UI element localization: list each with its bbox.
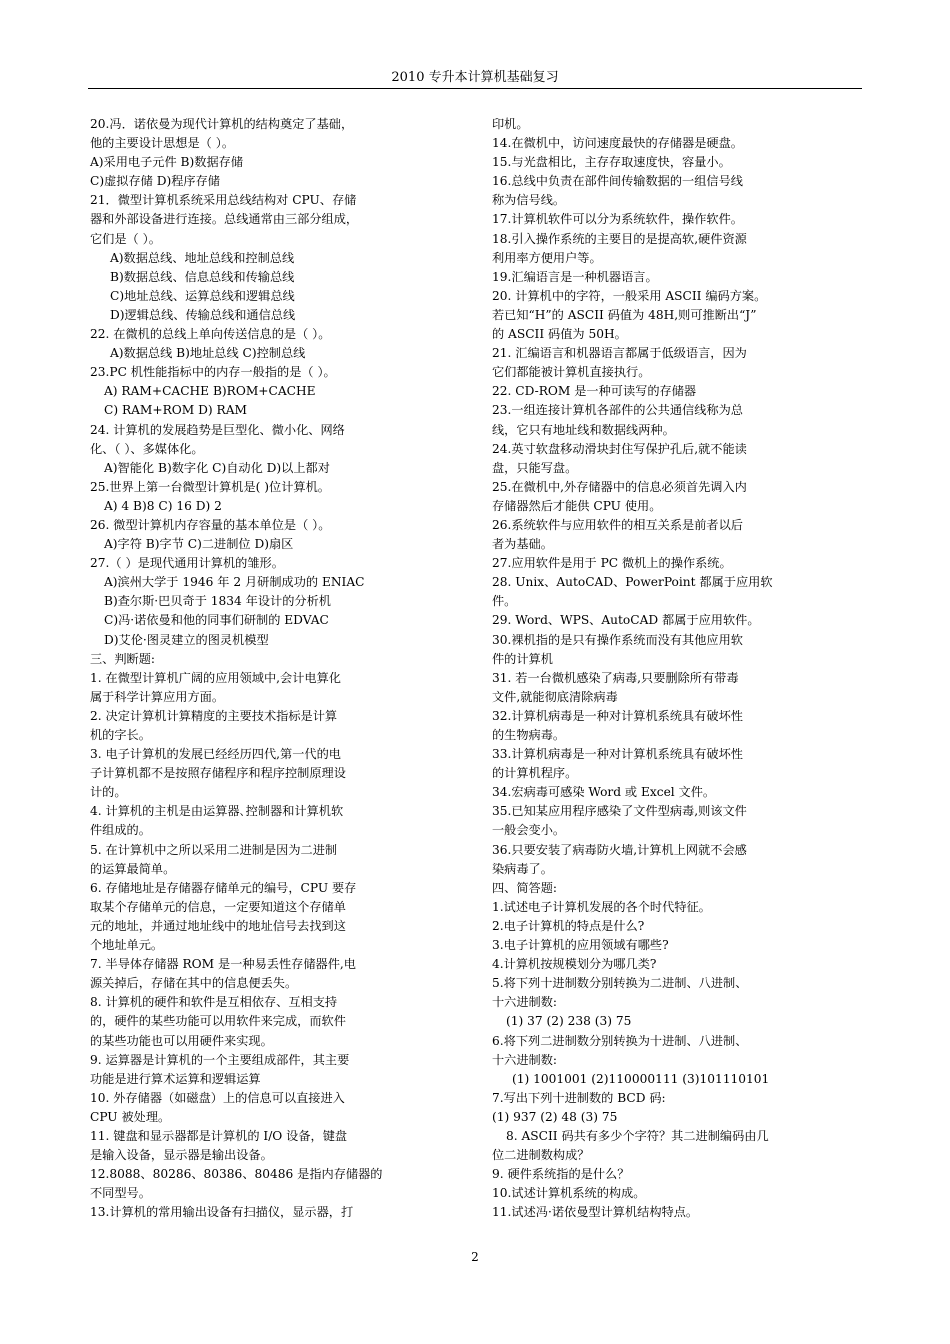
text-line: 的 ASCII 码值为 50H。	[492, 327, 627, 342]
text-line: 不同型号。	[90, 1186, 151, 1201]
text-line: 36.只要安装了病毒防火墙,计算机上网就不会感	[492, 842, 747, 857]
text-line: C)地址总线、运算总线和逻辑总线	[110, 288, 295, 303]
text-line: 4.计算机按规模划分为哪几类?	[492, 957, 657, 972]
text-line: 3. 电子计算机的发展已经经历四代,第一代的电	[90, 747, 341, 762]
text-line: 件的计算机	[492, 651, 553, 666]
text-line: D)逻辑总线、传输总线和通信总线	[110, 307, 296, 322]
text-line: 利用率方便用户等。	[492, 250, 602, 265]
text-line: 33.计算机病毒是一种对计算机系统具有破坏性	[492, 747, 743, 762]
text-line: 19.汇编语言是一种机器语言。	[492, 269, 658, 284]
text-line: 个地址单元。	[90, 938, 164, 953]
text-line: 他的主要设计思想是（ ）。	[90, 136, 235, 151]
text-line: 1.试述电子计算机发展的各个时代特征。	[492, 899, 711, 914]
text-line: 25.在微机中,外存储器中的信息必须首先调入内	[492, 479, 747, 494]
text-line: 染病毒了。	[492, 861, 553, 876]
text-line: 属于科学计算应用方面。	[90, 689, 225, 704]
text-line: 22. 在微机的总线上单向传送信息的是（ ）。	[90, 327, 331, 342]
text-line: 9. 运算器是计算机的一个主要组成部件，其主要	[90, 1052, 350, 1067]
text-line: 34.宏病毒可感染 Word 或 Excel 文件。	[492, 785, 716, 800]
text-line: 的，硬件的某些功能可以用软件来完成，而软件	[90, 1014, 346, 1029]
text-line: 31. 若一台微机感染了病毒,只要删除所有带毒	[492, 670, 739, 685]
text-line: 的计算机程序。	[492, 766, 578, 781]
text-line: 十六进制数:	[492, 1052, 558, 1067]
text-line: A) 4 B)8 C) 16 D) 2	[104, 498, 222, 513]
text-line: A)智能化 B)数字化 C)自动化 D)以上都对	[104, 460, 330, 475]
text-line: 16.总线中负责在部件间传输数据的一组信号线	[492, 174, 743, 189]
text-line: 源关掉后，存储在其中的信息便丢失。	[90, 976, 298, 991]
text-line: 三、判断题:	[90, 651, 156, 666]
text-line: 者为基础。	[492, 537, 553, 552]
text-line: 位二进制数构成？	[492, 1148, 590, 1163]
text-line: 29. Word、WPS、AutoCAD 都属于应用软件。	[492, 613, 760, 628]
text-line: 1. 在微型计算机广阔的应用领域中,会计电算化	[90, 670, 341, 685]
text-line: 它们都能被计算机直接执行。	[492, 365, 651, 380]
text-line: 23.一组连接计算机各部件的公共通信线称为总	[492, 403, 743, 418]
text-line: D)艾伦·图灵建立的图灵机模型	[104, 632, 269, 647]
text-line: 它们是（ ）。	[90, 231, 161, 246]
text-line: 24.英寸软盘移动滑块封住写保护孔后,就不能读	[492, 441, 747, 456]
text-line: 13.计算机的常用输出设备有扫描仪，显示器，打	[90, 1205, 354, 1220]
text-line: 的生物病毒。	[492, 728, 566, 742]
text-line: 功能是进行算术运算和逻辑运算	[90, 1071, 261, 1086]
text-line: A)滨州大学于 1946 年 2 月研制成功的 ENIAC	[104, 575, 365, 590]
right-column	[492, 115, 802, 1222]
text-line: 9. 硬件系统指的是什么？	[492, 1167, 630, 1182]
text-line: 32.计算机病毒是一种对计算机系统具有破坏性	[492, 708, 743, 723]
text-line: 11. 键盘和显示器都是计算机的 I/O 设备，键盘	[90, 1128, 348, 1143]
text-line: 盘，只能写盘。	[492, 460, 578, 475]
text-line: 24. 计算机的发展趋势是巨型化、微小化、网络	[90, 422, 345, 437]
text-line: A)数据总线、地址总线和控制总线	[110, 250, 295, 265]
text-line: 线，它只有地址线和数据线两种。	[492, 422, 675, 437]
text-line: 20.冯．诺依曼为现代计算机的结构奠定了基础，	[90, 117, 354, 131]
text-line: 4. 计算机的主机是由运算器､控制器和计算机软	[90, 804, 344, 819]
text-line: 21．微型计算机系统采用总线结构对 CPU、存储	[90, 193, 357, 208]
text-line: 计的。	[90, 785, 127, 800]
text-line: 22. CD-ROM 是一种可读写的存储器	[492, 384, 697, 399]
text-line: C) RAM+ROM D) RAM	[104, 403, 248, 418]
text-line: 14.在微机中，访问速度最快的存储器是硬盘。	[492, 136, 743, 151]
text-line: 10. 外存储器（如磁盘）上的信息可以直接进入	[90, 1090, 345, 1105]
text-line: 5.将下列十进制数分别转换为二进制、八进制、	[492, 976, 748, 991]
text-line: 机的字长。	[90, 728, 151, 742]
text-line: 若已知“H”的 ASCII 码值为 48H,则可推断出“J”	[492, 307, 757, 322]
text-line: 印机。	[492, 117, 529, 131]
text-line: 文件,就能彻底清除病毒	[492, 689, 618, 704]
text-line: 件。	[492, 594, 517, 609]
text-line: 6.将下列二进制数分别转换为十进制、八进制、	[492, 1033, 748, 1048]
text-line: 35.已知某应用程序感染了文件型病毒,则该文件	[492, 804, 747, 819]
text-line: 件组成的。	[90, 823, 151, 838]
text-line: C)虚拟存储 D)程序存储	[90, 174, 220, 189]
text-line: 20. 计算机中的字符，一般采用 ASCII 编码方案。	[492, 288, 767, 303]
text-line: 6. 存储地址是存储器存储单元的编号，CPU 要存	[90, 880, 357, 895]
text-line: 四、简答题:	[492, 880, 558, 895]
text-line: 是输入设备，显示器是输出设备。	[90, 1148, 273, 1163]
text-line: 30.裸机指的是只有操作系统而没有其他应用软	[492, 632, 743, 647]
text-line: A)数据总线 B)地址总线 C)控制总线	[110, 346, 306, 361]
text-line: 27.（ ）是现代通用计算机的雏形。	[90, 556, 284, 571]
text-line: 5. 在计算机中之所以采用二进制是因为二进制	[90, 842, 338, 857]
text-line: 11.试述冯·诺依曼型计算机结构特点。	[492, 1205, 699, 1220]
text-line: (1) 937 (2) 48 (3) 75	[492, 1109, 618, 1124]
text-line: 12.8088、80286、80386、80486 是指内存储器的	[90, 1167, 383, 1182]
text-line: 存储器然后才能供 CPU 使用。	[492, 498, 662, 513]
text-line: 26. 微型计算机内存容量的基本单位是（ ）。	[90, 517, 331, 532]
text-line: 8. 计算机的硬件和软件是互相依存、互相支持	[90, 995, 338, 1010]
text-line: 27.应用软件是用于 PC 微机上的操作系统。	[492, 556, 732, 571]
text-line: 28. Unix、AutoCAD、PowerPoint 都属于应用软	[492, 575, 773, 590]
text-line: 化、（ ）、多媒体化。	[90, 441, 204, 456]
text-line: 一般会变小。	[492, 823, 566, 838]
header-rule	[88, 88, 862, 89]
text-line: CPU 被处理。	[90, 1109, 171, 1124]
text-line: C)冯·诺依曼和他的同事们研制的 EDVAC	[104, 613, 329, 628]
text-line: 21. 汇编语言和机器语言都属于低级语言，因为	[492, 346, 747, 361]
text-line: 的某些功能也可以用硬件来实现。	[90, 1033, 273, 1048]
text-line: 的运算最简单。	[90, 861, 176, 876]
text-line: 23.PC 机性能指标中的内存一般指的是（ ）。	[90, 365, 336, 380]
text-line: 18.引入操作系统的主要目的是提高软,硬件资源	[492, 231, 747, 246]
text-line: A) RAM+CACHE B)ROM+CACHE	[104, 384, 316, 399]
text-line: 2. 决定计算机计算精度的主要技术指标是计算	[90, 708, 338, 723]
left-column	[90, 115, 395, 1222]
page-header: 2010 专升本计算机基础复习	[391, 70, 559, 85]
text-line: 8. ASCII 码共有多少个字符？其二进制编码由几	[506, 1128, 769, 1143]
text-line: (1) 37 (2) 238 (3) 75	[506, 1014, 632, 1029]
text-line: A)采用电子元件 B)数据存储	[90, 155, 244, 170]
text-line: 26.系统软件与应用软件的相互关系是前者以后	[492, 517, 743, 532]
text-line: 取某个存储单元的信息，一定要知道这个存储单	[90, 899, 346, 914]
text-line: A)字符 B)字节 C)二进制位 D)扇区	[104, 537, 294, 552]
text-line: 7. 半导体存储器 ROM 是一种易丢性存储器件,电	[90, 957, 356, 972]
text-line: 元的地址，并通过地址线中的地址信号去找到这	[90, 918, 346, 933]
text-line: B)数据总线、信息总线和传输总线	[110, 269, 295, 284]
text-line: 25.世界上第一台微型计算机是( )位计算机。	[90, 479, 330, 494]
text-line: 3.电子计算机的应用领域有哪些?	[492, 938, 669, 953]
text-line: 7.写出下列十进制数的 BCD 码:	[492, 1090, 666, 1105]
text-line: 10.试述计算机系统的构成。	[492, 1186, 646, 1201]
text-line: B)查尔斯·巴贝奇于 1834 年设计的分析机	[104, 594, 331, 609]
page-number: 2	[471, 1250, 479, 1264]
text-line: 2.电子计算机的特点是什么?	[492, 918, 645, 933]
text-line: 15.与光盘相比，主存存取速度快，容量小。	[492, 155, 731, 170]
text-line: 十六进制数:	[492, 995, 558, 1010]
text-line: 器和外部设备进行连接。总线通常由三部分组成，	[90, 212, 359, 227]
text-line: 子计算机都不是按照存储程序和程序控制原理设	[90, 766, 346, 781]
text-line: 称为信号线。	[492, 193, 566, 208]
text-line: (1) 1001001 (2)110000111 (3)101110101	[512, 1071, 770, 1086]
text-line: 17.计算机软件可以分为系统软件，操作软件。	[492, 212, 743, 227]
